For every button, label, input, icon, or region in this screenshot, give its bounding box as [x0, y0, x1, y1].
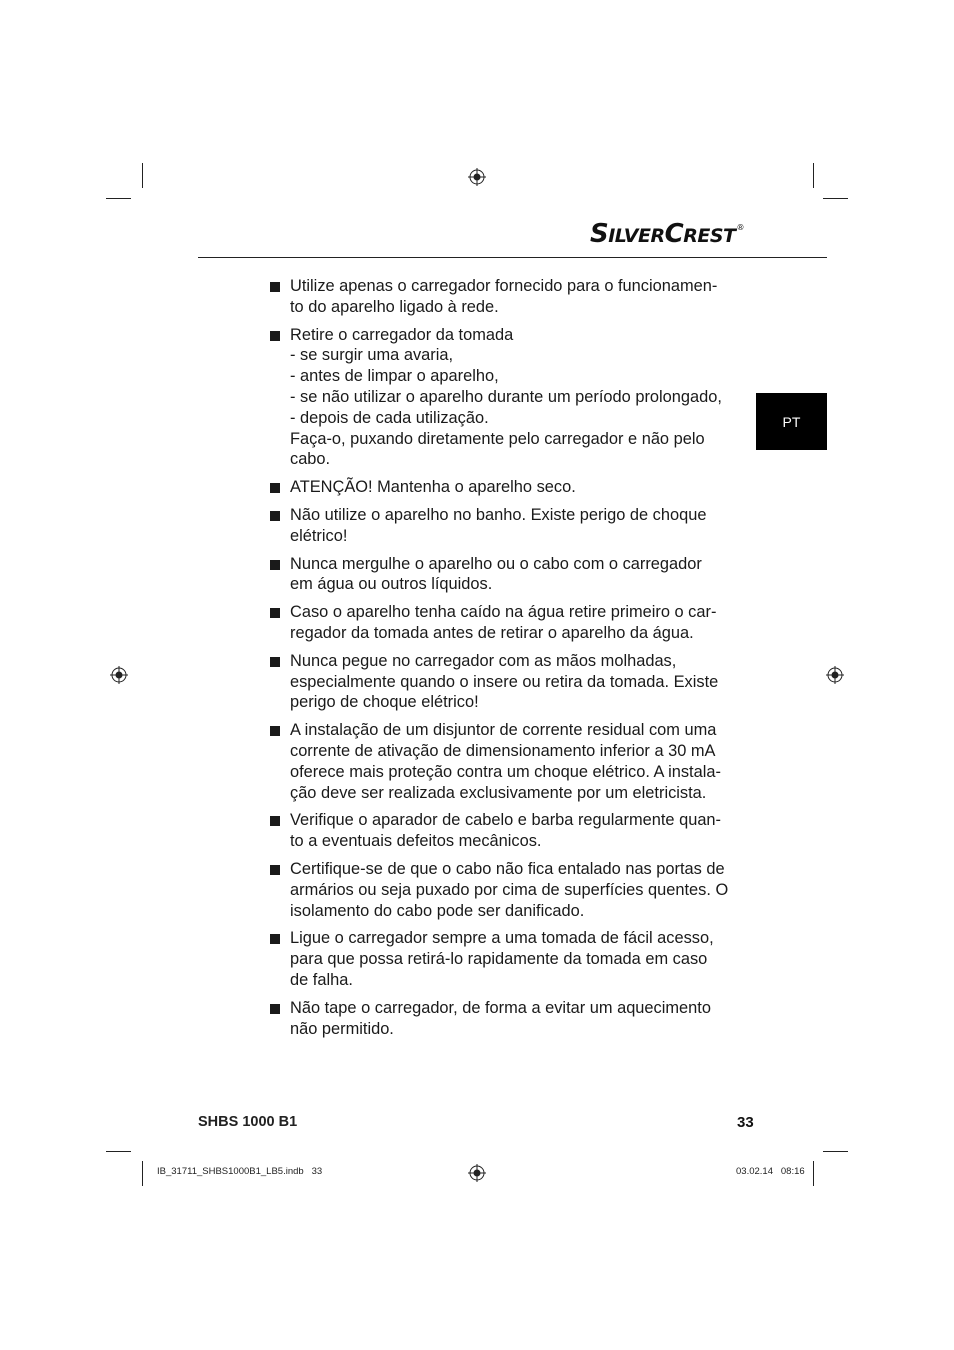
- text-line: Verifique o aparador de cabelo e barba regularmente quan-: [290, 811, 722, 830]
- text-line: de falha.: [290, 970, 353, 989]
- text-line: A instalação de um disjuntor de corrente residual com uma: [290, 721, 717, 740]
- text-line: - antes de limpar o aparelho,: [290, 367, 499, 386]
- registered-mark: ®: [736, 223, 744, 232]
- text-line: especialmente quando o insere ou retira da tomada. Existe: [290, 672, 719, 691]
- text-line: - depois de cada utilização.: [290, 408, 489, 427]
- model-number: SHBS 1000 B1: [198, 1114, 298, 1130]
- text-line: armários ou seja puxado por cima de superfícies quentes. O: [290, 880, 729, 899]
- text-line: Caso o aparelho tenha caído na água retire primeiro o car-: [290, 603, 717, 622]
- text-line: em água ou outros líquidos.: [290, 575, 493, 594]
- page-number: 33: [737, 1114, 754, 1131]
- registration-mark-icon: [468, 168, 486, 186]
- list-item: [270, 928, 740, 990]
- square-bullet-icon: [270, 657, 280, 667]
- text-line: para que possa retirá-lo rapidamente da tomada em caso: [290, 950, 708, 969]
- square-bullet-icon: [270, 1004, 280, 1014]
- registration-mark-icon: [468, 1164, 486, 1182]
- registration-mark-icon: [826, 666, 844, 684]
- text-line: Faça-o, puxando diretamente pelo carregador e não pelo: [290, 429, 705, 448]
- crop-mark: [142, 163, 143, 188]
- logo-letters: ILVER: [608, 225, 665, 247]
- list-item: [270, 720, 740, 803]
- print-slug-file: IB_31711_SHBS1000B1_LB5.indb 33: [157, 1166, 323, 1177]
- text-line: não permitido.: [290, 1019, 394, 1038]
- text-line: regador da tomada antes de retirar o aparelho da água.: [290, 623, 694, 642]
- crop-mark: [142, 1161, 143, 1186]
- print-slug-datetime: 03.02.14 08:16: [736, 1166, 805, 1177]
- text-line: ATENÇÃO! Mantenha o aparelho seco.: [290, 478, 576, 497]
- language-tab: [756, 393, 827, 450]
- crop-mark: [823, 1151, 848, 1152]
- text-line: Retire o carregador da tomada: [290, 325, 514, 344]
- header-rule: [198, 257, 827, 258]
- crop-mark: [813, 163, 814, 188]
- text-line: oferece mais proteção contra um choque elétrico. A instala-: [290, 762, 721, 781]
- text-line: perigo de choque elétrico!: [290, 693, 479, 712]
- list-item: [270, 477, 740, 498]
- list-item: [270, 325, 740, 471]
- list-item: [270, 602, 740, 644]
- logo-letter: S: [590, 219, 609, 249]
- registration-mark-icon: [110, 666, 128, 684]
- square-bullet-icon: [270, 560, 280, 570]
- list-item: [270, 554, 740, 596]
- text-line: Nunca mergulhe o aparelho ou o cabo com o carregador: [290, 554, 702, 573]
- square-bullet-icon: [270, 511, 280, 521]
- crop-mark: [813, 1161, 814, 1186]
- text-line: - se não utilizar o aparelho durante um período prolongado,: [290, 387, 722, 406]
- crop-mark: [106, 198, 131, 199]
- text-line: Ligue o carregador sempre a uma tomada de fácil acesso,: [290, 929, 714, 948]
- text-line: to do aparelho ligado à rede.: [290, 297, 499, 316]
- square-bullet-icon: [270, 726, 280, 736]
- list-item: [270, 651, 740, 713]
- brand-logo: [590, 219, 760, 251]
- text-line: Não utilize o aparelho no banho. Existe perigo de choque: [290, 505, 707, 524]
- text-line: cabo.: [290, 450, 331, 469]
- list-item: [270, 505, 740, 547]
- square-bullet-icon: [270, 483, 280, 493]
- list-item: [270, 276, 740, 318]
- square-bullet-icon: [270, 331, 280, 341]
- safety-instructions-list: [270, 276, 740, 1046]
- list-item: [270, 859, 740, 921]
- logo-letter: C: [664, 219, 684, 249]
- text-line: elétrico!: [290, 526, 348, 545]
- crop-mark: [106, 1151, 131, 1152]
- text-line: isolamento do cabo pode ser danificado.: [290, 901, 585, 920]
- text-line: Nunca pegue no carregador com as mãos molhadas,: [290, 651, 677, 670]
- square-bullet-icon: [270, 934, 280, 944]
- square-bullet-icon: [270, 608, 280, 618]
- text-line: to a eventuais defeitos mecânicos.: [290, 832, 542, 851]
- text-line: ção deve ser realizada exclusivamente por um eletricista.: [290, 783, 707, 802]
- text-line: corrente de ativação de dimensionamento inferior a 30 mA: [290, 741, 716, 760]
- list-item: [270, 810, 740, 852]
- crop-mark: [823, 198, 848, 199]
- square-bullet-icon: [270, 816, 280, 826]
- text-line: Não tape o carregador, de forma a evitar um aquecimento: [290, 998, 711, 1017]
- text-line: - se surgir uma avaria,: [290, 346, 454, 365]
- square-bullet-icon: [270, 282, 280, 292]
- logo-letters: REST: [683, 225, 736, 247]
- text-line: Certifique-se de que o cabo não fica entalado nas portas de: [290, 859, 725, 878]
- list-item: [270, 998, 740, 1040]
- text-line: Utilize apenas o carregador fornecido para o funcionamen-: [290, 277, 718, 295]
- language-tab-label: PT: [782, 413, 801, 430]
- square-bullet-icon: [270, 865, 280, 875]
